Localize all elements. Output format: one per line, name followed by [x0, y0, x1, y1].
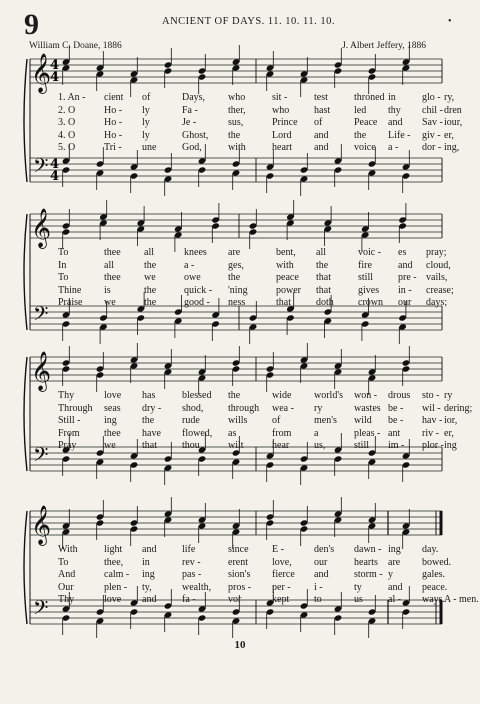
lyric-syllable: and	[142, 594, 157, 605]
lyric-syllable: 5. O	[58, 142, 76, 153]
lyric-syllable: storm -	[354, 569, 383, 580]
brace-icon	[24, 214, 27, 330]
lyric-syllable: wild	[354, 415, 372, 426]
lyric-syllable: hear	[272, 440, 290, 451]
lyric-syllable: blessed	[182, 390, 212, 401]
lyric-line	[58, 556, 452, 569]
lyric-syllable: bowed.	[422, 556, 452, 568]
lyric-syllable: and	[314, 569, 329, 580]
lyric-syllable: thee	[104, 272, 121, 283]
lyric-syllable: and	[142, 544, 157, 555]
lyric-syllable: 1. An -	[58, 92, 86, 103]
treble-clef-icon: 𝄞	[31, 505, 52, 545]
lyric-syllable: love,	[272, 556, 292, 568]
lyric-syllable: that	[316, 284, 331, 296]
margin-dot: •	[448, 16, 452, 27]
lyric-syllable: dawn -	[354, 544, 382, 555]
lyric-syllable: wastes	[354, 402, 381, 414]
lyric-line	[58, 415, 458, 427]
lyric-syllable: dren	[444, 104, 462, 116]
lyric-syllable: rude	[182, 415, 200, 426]
brace-icon	[24, 357, 27, 471]
lyric-syllable: E -	[272, 544, 284, 555]
lyric-syllable: we	[104, 440, 116, 451]
lyric-syllable: Thy	[58, 594, 75, 605]
lyric-syllable: sto -	[422, 390, 440, 401]
lyric-syllable: une	[142, 142, 157, 153]
lyric-syllable: ing,	[444, 142, 460, 153]
lyric-syllable: To	[58, 247, 69, 258]
lyric-syllable: ing	[142, 569, 155, 580]
lyric-syllable: giv -	[422, 129, 441, 141]
lyric-syllable: are	[228, 247, 241, 258]
lyric-syllable: power	[276, 284, 301, 296]
lyric-syllable: with	[228, 142, 246, 153]
lyric-syllable: im -	[388, 440, 405, 451]
lyric-syllable: pros -	[228, 581, 252, 593]
lyric-syllable: who	[272, 104, 290, 116]
lyric-syllable: fire	[358, 259, 372, 271]
lyric-line	[58, 259, 451, 272]
lyric-line	[58, 569, 446, 581]
lyric-syllable: es	[398, 247, 407, 258]
lyric-syllable: us,	[314, 440, 326, 451]
lyric-syllable: dor -	[422, 142, 442, 153]
lyric-syllable: drous	[388, 390, 411, 401]
lyric-syllable: thy	[388, 104, 401, 116]
lyric-syllable: y	[388, 569, 393, 580]
brace-icon	[24, 511, 27, 624]
lyric-line	[58, 142, 460, 154]
lyric-syllable: still	[358, 272, 374, 283]
lyric-syllable: the	[144, 297, 157, 308]
lyric-syllable: us	[354, 594, 363, 605]
lyric-syllable: voice	[354, 142, 376, 153]
lyric-syllable: Peace	[354, 117, 378, 128]
lyric-syllable: Praise	[58, 297, 83, 308]
lyric-syllable: 2. O	[58, 104, 76, 116]
lyric-syllable: life	[182, 544, 196, 555]
lyric-syllable: hav -	[422, 415, 443, 426]
lyric-syllable: sit -	[272, 92, 288, 103]
lyric-syllable: who	[228, 92, 246, 103]
lyric-syllable: erent	[228, 556, 248, 568]
lyric-line	[58, 544, 439, 556]
lyric-syllable: Ghost,	[182, 129, 209, 141]
lyric-line	[58, 272, 448, 284]
bass-clef-icon: 𝄢	[33, 596, 49, 624]
lyric-syllable: quick -	[184, 284, 213, 296]
lyric-syllable: God,	[182, 142, 202, 153]
lyric-syllable: seas	[104, 402, 121, 414]
lyric-syllable: ness	[228, 297, 246, 308]
lyric-line	[58, 247, 447, 259]
lyric-syllable: er,	[444, 129, 454, 141]
lyric-syllable: the	[354, 129, 367, 141]
lyric-syllable: pas -	[182, 569, 202, 580]
lyric-syllable: ant	[388, 427, 401, 439]
lyric-syllable: all	[316, 247, 326, 258]
lyric-syllable: a -	[388, 142, 399, 153]
lyric-syllable: plor -	[422, 440, 444, 451]
lyric-syllable: glo -	[422, 92, 441, 103]
lyric-syllable: 4. O	[58, 129, 76, 141]
lyric-syllable: Ho -	[104, 104, 123, 116]
bass-clef-icon: 𝄢	[33, 443, 49, 471]
lyric-syllable: in -	[398, 284, 412, 296]
lyric-syllable: fierce	[272, 569, 295, 580]
lyric-syllable: thee,	[104, 556, 124, 568]
lyric-syllable: wide	[272, 390, 292, 401]
lyric-syllable: throned	[354, 92, 385, 103]
treble-clef-icon: 𝄞	[31, 351, 52, 391]
lyric-syllable: Prince	[272, 117, 298, 128]
lyric-syllable: To	[58, 556, 69, 568]
lyric-line	[58, 117, 463, 129]
lyric-syllable: From	[58, 427, 80, 439]
lyric-syllable: our	[314, 556, 328, 568]
lyric-syllable: voic -	[358, 247, 382, 258]
lyric-syllable: won -	[354, 390, 378, 401]
lyric-syllable: Days,	[182, 92, 206, 103]
lyric-syllable: Fa -	[182, 104, 198, 116]
lyric-syllable: as	[228, 427, 237, 439]
lyric-syllable: wilt	[228, 440, 244, 451]
lyric-syllable: pray;	[426, 247, 447, 258]
bass-clef-icon: 𝄢	[33, 154, 49, 182]
lyric-syllable: rev -	[182, 556, 201, 568]
lyric-syllable: Life -	[388, 129, 411, 141]
lyric-syllable: the	[316, 259, 329, 271]
lyric-syllable: to	[314, 594, 322, 605]
lyric-syllable: that	[142, 440, 157, 451]
lyric-syllable: in	[142, 556, 150, 568]
lyric-syllable: sion's	[228, 569, 251, 580]
lyric-syllable: in	[388, 92, 396, 103]
lyric-syllable: Ho -	[104, 129, 123, 141]
lyric-syllable: iour,	[444, 117, 463, 128]
lyric-syllable: calm -	[104, 569, 130, 580]
lyric-syllable: cient	[104, 92, 124, 103]
lyric-syllable: With	[58, 544, 78, 555]
lyric-syllable: all	[104, 259, 114, 271]
lyric-syllable: we	[144, 272, 156, 283]
lyric-line	[58, 284, 454, 297]
lyric-syllable: pre -	[398, 272, 417, 283]
lyric-syllable: thee	[104, 427, 121, 439]
lyric-syllable: ly	[142, 117, 150, 128]
lyric-line	[58, 427, 454, 440]
lyric-syllable: test	[314, 92, 328, 103]
hymn-title: ANCIENT OF DAYS. 11. 10. 11. 10.	[162, 16, 336, 27]
lyric-syllable: Our	[58, 581, 74, 593]
lyric-syllable: ty	[354, 581, 362, 593]
lyric-syllable: wills	[228, 415, 248, 426]
lyric-syllable: we	[104, 297, 116, 308]
lyric-syllable: the	[228, 390, 241, 401]
lyric-syllable: with	[276, 259, 294, 271]
lyric-syllable: of	[142, 92, 151, 103]
lyric-syllable: day.	[422, 544, 439, 555]
lyric-syllable: ways.	[422, 594, 446, 605]
lyric-syllable: i -	[314, 581, 323, 593]
lyric-syllable: wil -	[422, 402, 441, 414]
lyric-syllable: gives	[358, 284, 380, 296]
lyric-syllable: the	[144, 259, 157, 271]
lyric-syllable: 'ning	[228, 284, 248, 296]
lyric-syllable: wealth,	[182, 581, 212, 593]
lyric-syllable: Je -	[182, 117, 197, 128]
lyric-syllable: Sav -	[422, 117, 443, 128]
lyric-syllable: wea -	[272, 402, 294, 414]
lyric-syllable: world's	[314, 390, 344, 401]
lyric-syllable: led	[354, 104, 367, 116]
lyric-syllable: love	[104, 594, 122, 605]
lyric-syllable: Ho -	[104, 117, 123, 128]
lyric-syllable: still	[354, 440, 370, 451]
lyric-syllable: the	[144, 284, 157, 296]
lyric-syllable: hearts	[354, 556, 378, 568]
lyric-syllable: ly	[142, 129, 150, 141]
lyric-syllable: be -	[388, 402, 404, 414]
lyric-syllable: crease;	[426, 284, 454, 296]
lyric-line	[58, 390, 453, 402]
lyric-syllable: er,	[444, 427, 454, 439]
lyric-syllable: al -	[388, 594, 402, 605]
hymn-composer: J. Albert Jeffery, 1886	[342, 41, 426, 51]
lyric-syllable: ior,	[444, 415, 458, 426]
lyric-line	[58, 402, 473, 415]
lyric-syllable: light	[104, 544, 123, 555]
lyric-syllable: all	[144, 247, 154, 258]
lyric-syllable: thou	[182, 440, 200, 451]
lyric-syllable: ry	[314, 402, 323, 414]
lyric-syllable: be -	[388, 415, 404, 426]
lyric-syllable: and	[388, 117, 403, 128]
lyric-syllable: Pray	[58, 440, 77, 451]
lyric-syllable: ry	[444, 390, 453, 401]
time-signature: 4	[50, 58, 60, 73]
lyric-line	[58, 92, 455, 104]
lyric-syllable: vor	[228, 594, 242, 605]
lyric-syllable: In	[58, 259, 67, 271]
lyric-syllable: Lord	[272, 129, 292, 141]
lyric-syllable: are	[388, 556, 401, 568]
lyric-syllable: ly	[142, 104, 150, 116]
lyric-syllable: kept	[272, 594, 290, 605]
treble-clef-icon: 𝄞	[31, 53, 52, 93]
lyric-syllable: hast	[314, 104, 331, 116]
lyric-syllable: And	[58, 569, 76, 580]
time-signature: 4	[50, 70, 60, 85]
lyric-syllable: through	[228, 402, 260, 414]
lyric-syllable: a	[314, 427, 319, 439]
lyric-syllable: and	[388, 581, 403, 593]
lyric-syllable: sus,	[228, 117, 244, 128]
lyric-syllable: A - men.	[444, 594, 479, 605]
lyric-syllable: plen -	[104, 581, 128, 593]
lyric-syllable: our	[398, 297, 412, 308]
lyric-syllable: ing	[444, 440, 457, 451]
lyric-syllable: bent,	[276, 247, 296, 258]
lyric-syllable: peace.	[422, 581, 448, 593]
lyric-syllable: fa -	[182, 594, 196, 605]
lyric-syllable: and	[314, 142, 329, 153]
page-number: 10	[234, 639, 246, 651]
lyric-syllable: den's	[314, 544, 335, 555]
lyric-syllable: Thine	[58, 284, 82, 296]
lyric-syllable: per -	[272, 581, 291, 593]
lyric-syllable: the	[228, 129, 241, 141]
lyric-syllable: men's	[314, 415, 337, 426]
lyric-syllable: ing	[388, 544, 401, 555]
lyric-syllable: doth	[316, 297, 334, 308]
lyric-syllable: ry,	[444, 92, 455, 103]
lyric-syllable: dering;	[444, 402, 473, 414]
lyric-line	[58, 104, 462, 117]
brace-icon	[24, 59, 27, 182]
lyric-syllable: chil -	[422, 104, 443, 116]
lyric-line	[58, 581, 448, 594]
lyric-syllable: ther,	[228, 104, 246, 116]
lyric-syllable: crown	[358, 297, 383, 308]
lyric-syllable: the	[228, 272, 241, 283]
lyric-syllable: gales.	[422, 569, 446, 580]
lyric-syllable: since	[228, 544, 249, 555]
lyric-syllable: Thy	[58, 390, 75, 401]
lyric-syllable: that	[276, 297, 291, 308]
bass-clef-icon: 𝄢	[33, 302, 49, 330]
lyric-syllable: owe	[184, 272, 201, 283]
lyric-syllable: ing	[104, 415, 117, 426]
lyric-syllable: days;	[426, 297, 448, 308]
lyric-syllable: pleas -	[354, 427, 381, 439]
lyric-syllable: a -	[184, 259, 195, 271]
lyric-line	[58, 440, 457, 452]
lyric-syllable: shod,	[182, 402, 204, 414]
lyric-syllable: the	[142, 415, 155, 426]
lyric-syllable: knees	[184, 247, 207, 258]
lyric-syllable: 3. O	[58, 117, 76, 128]
lyric-syllable: that	[316, 272, 331, 283]
lyric-syllable: ges,	[228, 259, 244, 271]
treble-clef-icon: 𝄞	[31, 208, 52, 248]
lyric-syllable: has	[142, 390, 156, 401]
lyric-syllable: and	[398, 259, 413, 271]
lyric-syllable: ty,	[142, 581, 152, 593]
lyric-syllable: Tri -	[104, 142, 122, 153]
lyric-line	[58, 297, 448, 309]
lyric-syllable: To	[58, 272, 69, 283]
lyric-syllable: is	[104, 284, 111, 296]
time-signature: 4	[50, 157, 60, 172]
lyric-syllable: peace	[276, 272, 299, 283]
lyric-syllable: Through	[58, 402, 93, 414]
time-signature: 4	[50, 169, 60, 184]
lyric-syllable: cloud,	[426, 259, 451, 271]
lyric-syllable: vails,	[426, 272, 448, 283]
lyric-syllable: and	[314, 129, 329, 141]
lyric-syllable: flowed,	[182, 427, 213, 439]
lyric-syllable: dry -	[142, 402, 162, 414]
lyric-line	[58, 129, 454, 142]
lyric-syllable: have	[142, 427, 161, 439]
lyric-syllable: thee	[104, 247, 121, 258]
lyric-syllable: from	[272, 427, 292, 439]
lyric-syllable: of	[314, 117, 323, 128]
hymn-author: William C. Doane, 1886	[29, 41, 122, 51]
lyric-syllable: of	[272, 415, 281, 426]
lyric-syllable: good -	[184, 297, 210, 308]
hymn-number: 9	[24, 8, 39, 41]
lyric-syllable: heart	[272, 142, 292, 153]
lyric-line	[58, 594, 479, 606]
lyric-syllable: riv -	[422, 427, 439, 439]
lyric-syllable: love	[104, 390, 122, 401]
lyric-syllable: Still -	[58, 415, 81, 426]
